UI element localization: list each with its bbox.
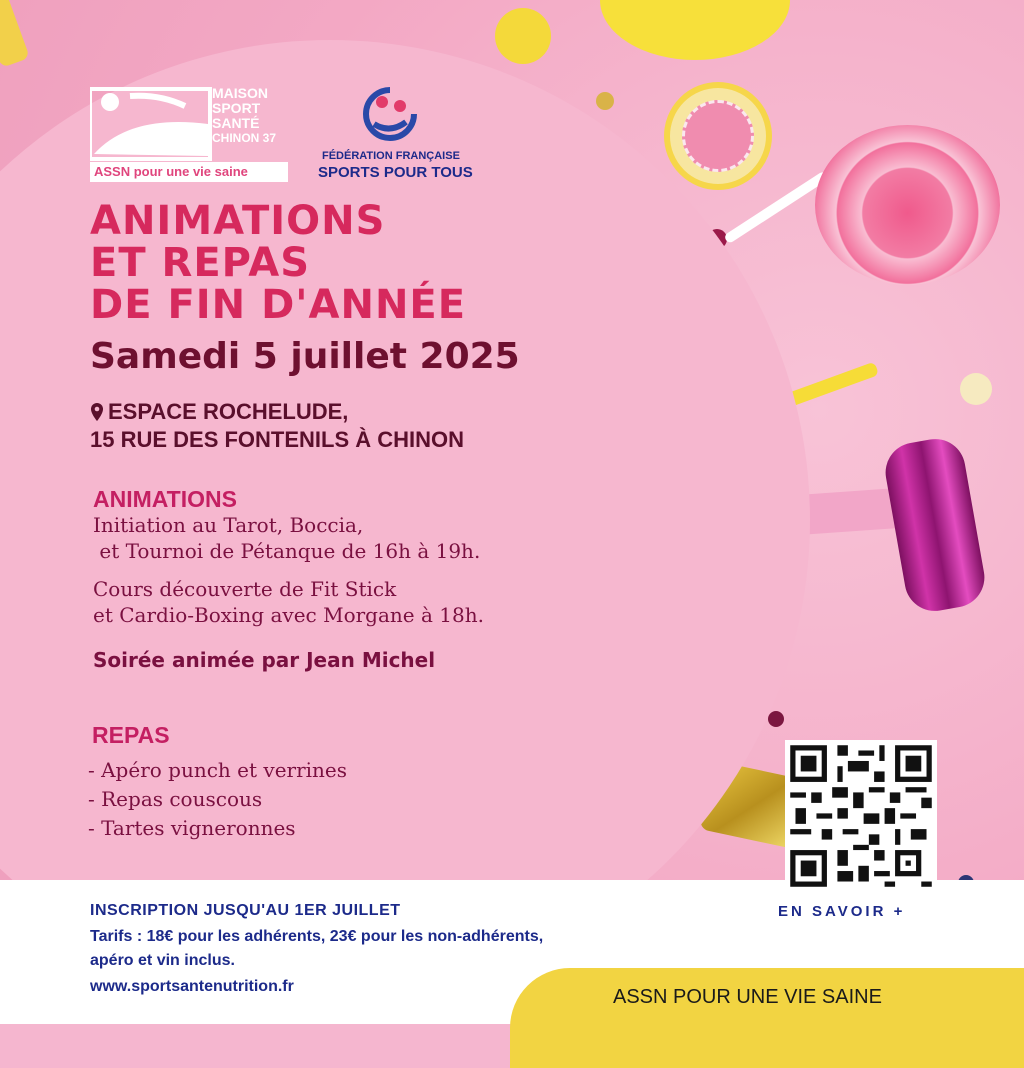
logo-name-line: SPORT [212,100,261,116]
maison-sport-sante-logo [90,84,290,184]
list-item: - Tartes vigneronnes [88,816,296,840]
qr-code-icon [785,740,937,892]
text-line: et Cardio-Boxing avec Morgane à 18h. [93,603,484,627]
text-line: Initiation au Tarot, Boccia, [93,513,364,537]
title-line-2: ET REPAS [90,240,311,286]
title-line-1: ANIMATIONS [90,198,386,244]
logo-tagline: ASSN pour une vie saine [94,164,248,179]
ffspt-emblem-icon [360,84,420,144]
tarifs-line-1: Tarifs : 18€ pour les adhérents, 23€ pour les non-adhérents, [90,928,544,945]
ffspt-logo [318,84,478,184]
yellow-balloon [600,0,790,60]
text-line: Cours découverte de Fit Stick [93,577,397,601]
ribbon [0,0,30,68]
qr-caption[interactable]: EN SAVOIR + [778,903,906,920]
lemon-lollipop [664,82,772,190]
website-link[interactable]: www.sportsantenutrition.fr [90,978,294,995]
title-line-3: DE FIN D'ANNÉE [90,282,467,328]
location-pin-icon [90,403,104,421]
address [90,398,464,454]
party-horn-wrap [881,434,989,615]
repas-heading: REPAS [92,722,170,748]
animations-paragraph-2 [93,576,484,628]
address-line-1: ESPACE ROCHELUDE, [108,399,349,424]
ffspt-line1: FÉDÉRATION FRANÇAISE [322,150,460,162]
animations-paragraph-1 [93,512,480,564]
logo-name-line: SANTÉ [212,115,260,131]
confetti-dot [596,92,614,110]
confetti-dot [960,373,992,405]
address-line-2: 15 RUE DES FONTENILS À CHINON [90,427,465,452]
event-date: Samedi 5 juillet 2025 [90,336,520,377]
confetti-dot [768,711,784,727]
soiree-text: Soirée animée par Jean Michel [93,648,436,672]
swirl-lollipop [815,125,1000,285]
qr-code[interactable] [785,740,937,892]
text-line: et Tournoi de Pétanque de 16h à 19h. [93,539,481,563]
repas-list [88,756,347,843]
footer-banner-text: ASSN POUR UNE VIE SAINE [613,986,882,1008]
tarifs-line-2: apéro et vin inclus. [90,952,235,969]
logo-name-line: CHINON 37 [212,131,277,145]
footer-yellow-banner [510,968,1024,1068]
list-item: - Repas couscous [88,787,263,811]
ffspt-line2: SPORTS POUR TOUS [318,164,473,181]
animations-heading: ANIMATIONS [93,486,237,512]
logo-name-line: MAISON [212,85,268,101]
inscription-deadline: INSCRIPTION JUSQU'AU 1ER JUILLET [90,902,401,919]
confetti-dot [495,8,551,64]
list-item: - Apéro punch et verrines [88,758,348,782]
